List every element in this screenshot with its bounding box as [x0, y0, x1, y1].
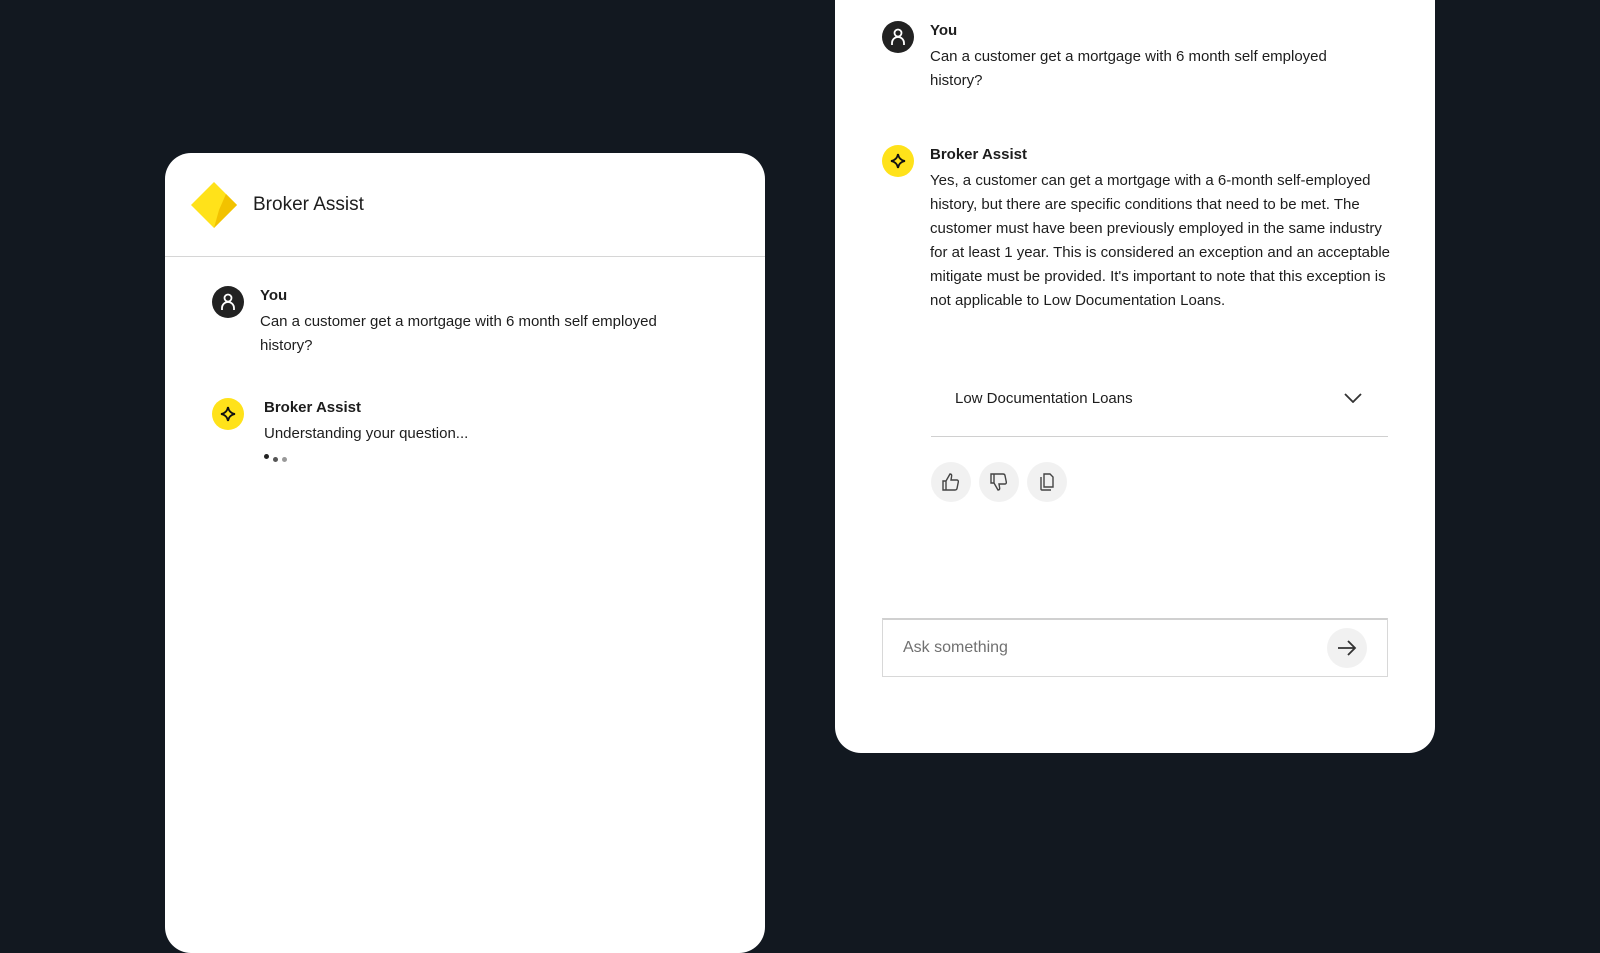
status-text: Understanding your question...	[264, 425, 469, 442]
chevron-down-icon	[1344, 393, 1362, 403]
user-message	[882, 21, 1382, 93]
chat-panel-answered	[835, 0, 1435, 753]
chat-panel-loading	[165, 153, 765, 953]
app-title: Broker Assist	[253, 193, 364, 215]
sender-name: You	[260, 287, 288, 304]
logo-icon	[189, 180, 239, 230]
sender-name: Broker Assist	[930, 146, 1027, 163]
send-button[interactable]	[1327, 628, 1367, 668]
copy-button[interactable]	[1027, 462, 1067, 502]
source-label: Low Documentation Loans	[955, 389, 1133, 407]
bot-message	[882, 145, 1394, 313]
message-input-box	[882, 618, 1388, 677]
message-text: Can a customer get a mortgage with 6 month self employed history?	[930, 48, 1327, 89]
feedback-actions	[931, 462, 1067, 502]
thumbs-down-icon	[989, 472, 1009, 492]
chat-header	[165, 153, 765, 257]
copy-icon	[1037, 472, 1057, 492]
arrow-right-icon	[1337, 640, 1357, 656]
message-text: Can a customer get a mortgage with 6 month self employed history?	[260, 313, 657, 354]
sender-name: You	[930, 22, 958, 39]
user-avatar-icon	[212, 286, 244, 318]
user-message	[212, 286, 692, 358]
sender-name: Broker Assist	[264, 399, 361, 416]
answer-text: Yes, a customer can get a mortgage with a 6-month self-employed history, but there are specific conditions that need to be met. The customer must have been previously employed in the same industry for at least 1 year. This is considered an exception and an acceptable mitigate must be provided. It's important to note that this exception is not applicable to Low Documentation Loans.	[930, 172, 1391, 309]
typing-indicator	[264, 450, 468, 462]
bot-avatar-icon	[882, 145, 914, 177]
bot-avatar-icon	[212, 398, 244, 430]
ask-input[interactable]	[903, 639, 1327, 657]
thumbs-down-button[interactable]	[979, 462, 1019, 502]
source-accordion[interactable]	[931, 370, 1388, 437]
thumbs-up-icon	[941, 472, 961, 492]
thumbs-up-button[interactable]	[931, 462, 971, 502]
user-avatar-icon	[882, 21, 914, 53]
bot-message	[212, 398, 692, 462]
